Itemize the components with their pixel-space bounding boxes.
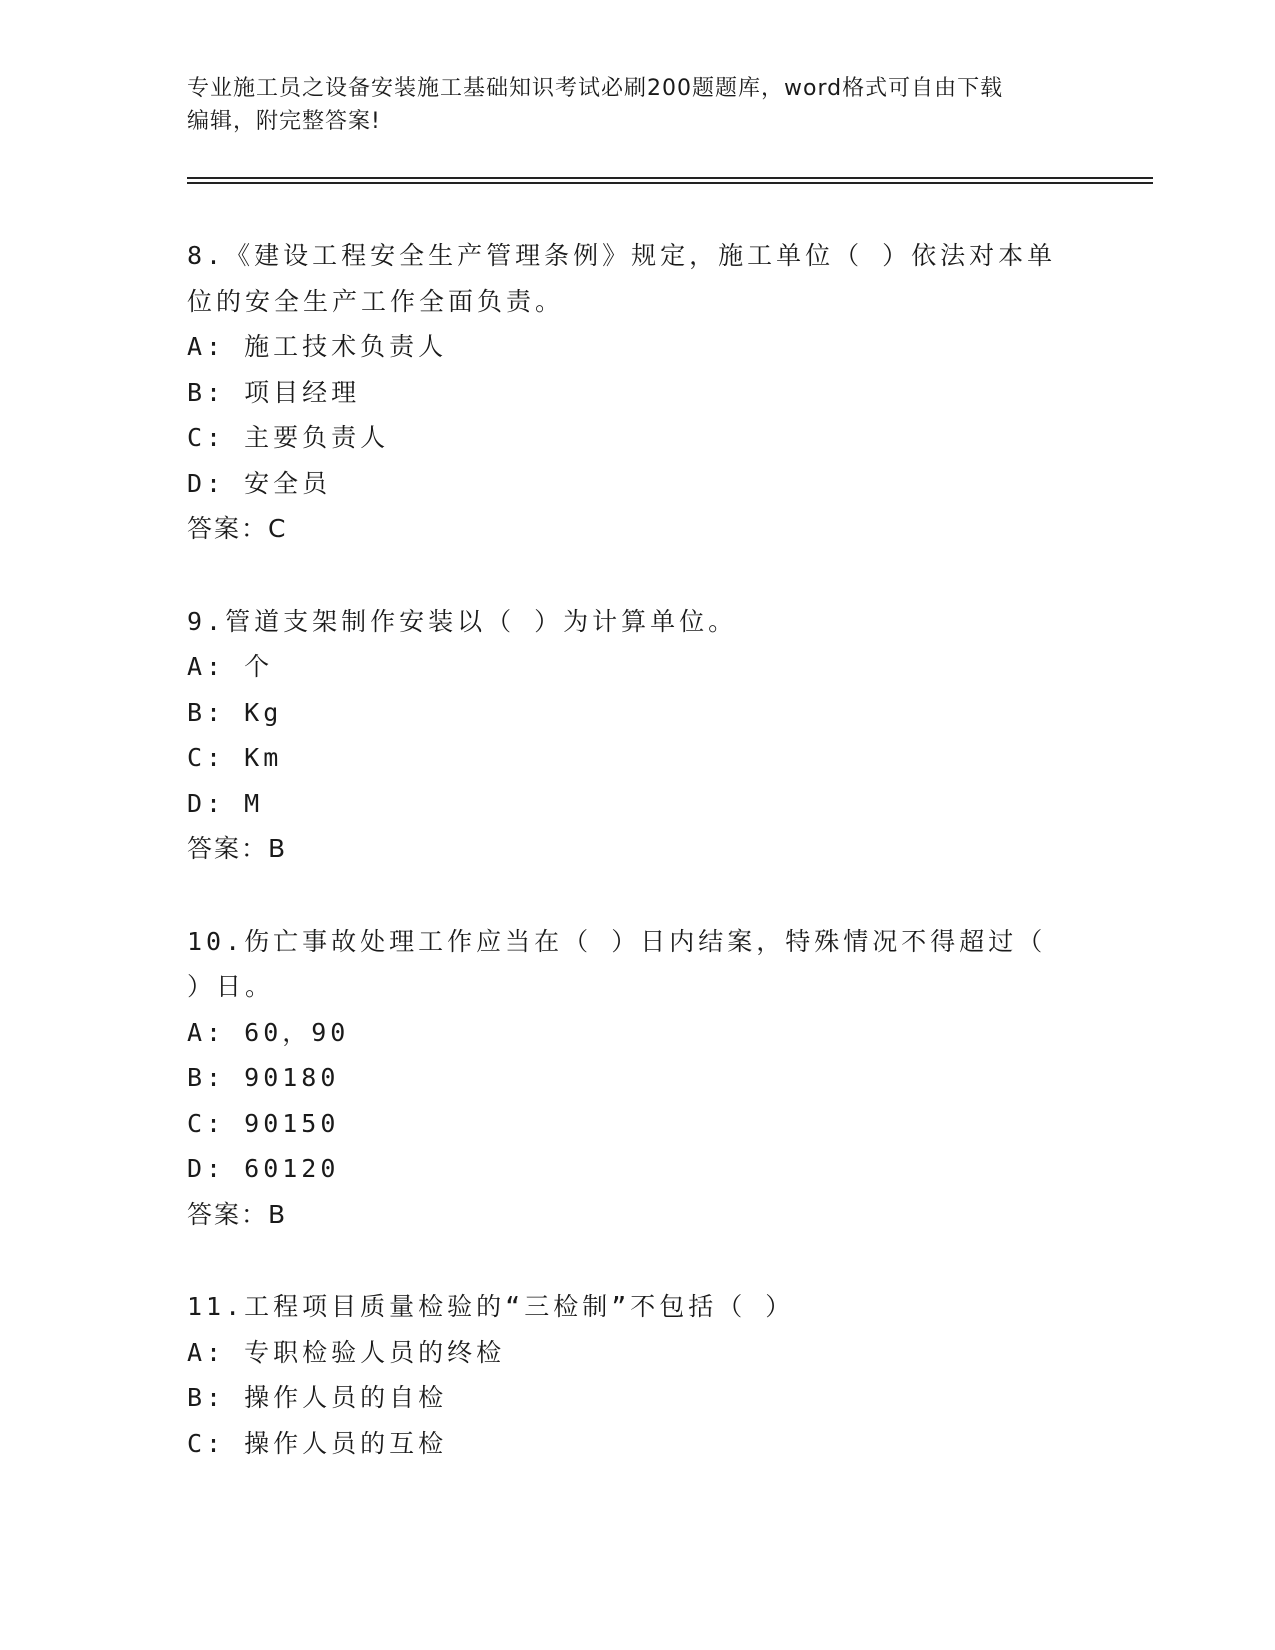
option-b: B: Kg bbox=[187, 697, 283, 727]
header-line-2: 编辑，附完整答案! bbox=[187, 109, 381, 134]
option-b: B: 操作人员的自检 bbox=[187, 1383, 448, 1412]
option-d: D: M bbox=[187, 788, 264, 818]
option-c: C: Km bbox=[187, 743, 283, 772]
question-9 bbox=[187, 599, 1087, 872]
option-a: A: 专职检验人员的终检 bbox=[187, 1337, 506, 1367]
question-stem: 11.工程项目质量检验的“三检制”不包括（ ） bbox=[187, 1292, 795, 1321]
question-stem: 9.管道支架制作安装以（ ）为计算单位。 bbox=[187, 606, 738, 636]
option-a: A: 60，90 bbox=[187, 1017, 350, 1047]
document-header bbox=[187, 72, 1087, 138]
question-list bbox=[187, 233, 1087, 1513]
option-a: A: 施工技术负责人 bbox=[187, 332, 448, 361]
option-c: C: 操作人员的互检 bbox=[187, 1428, 448, 1458]
question-8 bbox=[187, 233, 1087, 552]
question-10 bbox=[187, 919, 1087, 1238]
question-stem: 8.《建设工程安全生产管理条例》规定，施工单位（ ）依法对本单位的安全生产工作全面负责。 bbox=[187, 241, 1057, 316]
answer-label: 答案：B bbox=[187, 834, 288, 863]
option-b: B: 90180 bbox=[187, 1063, 340, 1092]
option-d: D: 60120 bbox=[187, 1154, 340, 1183]
option-c: C: 主要负责人 bbox=[187, 423, 390, 452]
answer-label: 答案：B bbox=[187, 1199, 288, 1229]
option-a: A: 个 bbox=[187, 652, 274, 681]
question-11 bbox=[187, 1284, 1087, 1466]
answer-label: 答案：C bbox=[187, 514, 288, 543]
header-divider-bottom bbox=[187, 182, 1153, 184]
question-stem: 10.伤亡事故处理工作应当在（ ）日内结案，特殊情况不得超过（ ）日。 bbox=[187, 926, 1047, 1001]
option-b: B: 项目经理 bbox=[187, 377, 361, 407]
header-divider-top bbox=[187, 177, 1153, 179]
option-c: C: 90150 bbox=[187, 1108, 340, 1138]
header-line-1: 专业施工员之设备安装施工基础知识考试必刷200题题库，word格式可自由下载 bbox=[187, 76, 1004, 101]
option-d: D: 安全员 bbox=[187, 468, 332, 498]
